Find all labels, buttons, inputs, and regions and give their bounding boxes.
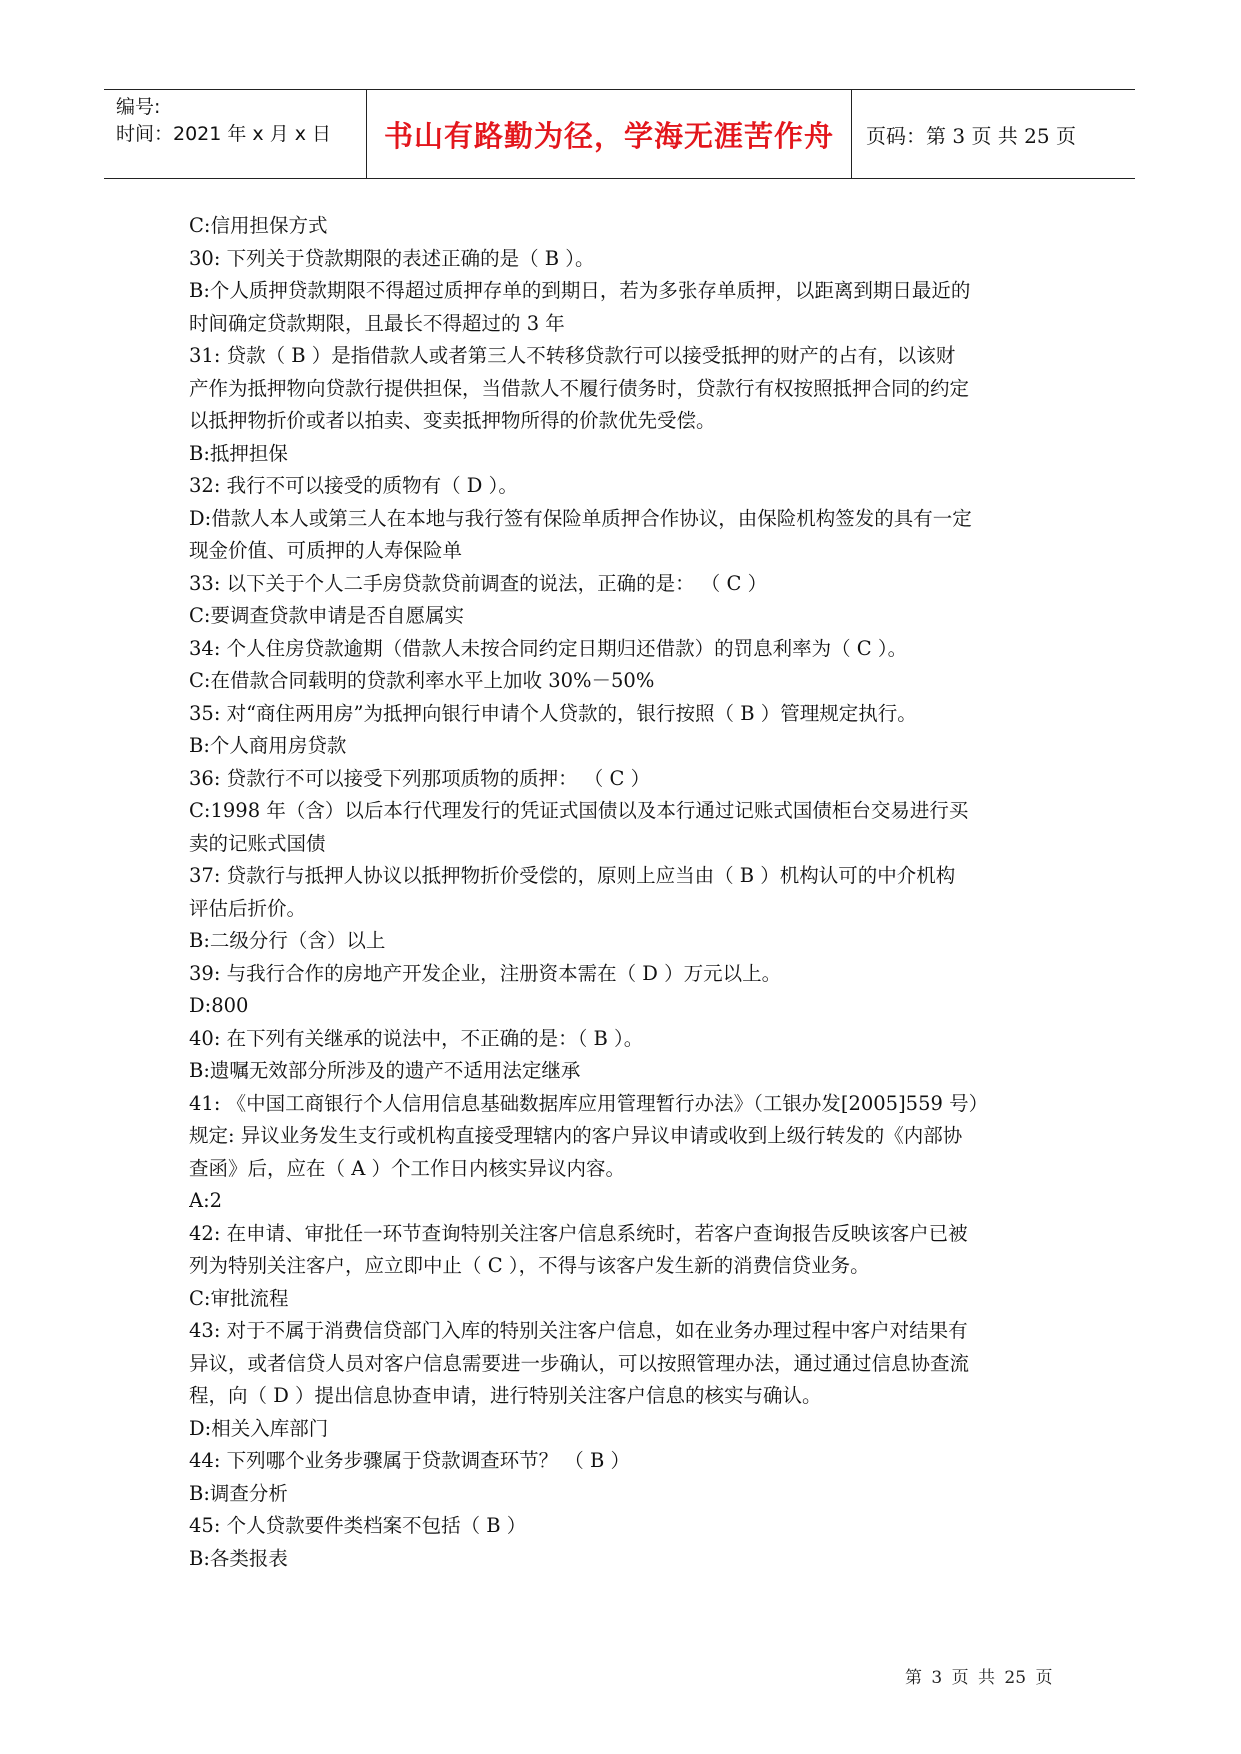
time-label: 时间：2021 年 x 月 x 日	[116, 123, 332, 145]
text-line: 33: 以下关于个人二手房贷款贷前调查的说法，正确的是： （ C ）	[189, 571, 768, 595]
text-line: 40: 在下列有关继承的说法中，不正确的是：（ B ）。	[189, 1026, 644, 1050]
page-footer: 第 3 页 共 25 页	[905, 1668, 1053, 1688]
text-line: 卖的记账式国债	[189, 831, 326, 855]
text-line: 31: 贷款（ B ）是指借款人或者第三人不转移贷款行可以接受抵押的财产的占有，以该财	[189, 344, 956, 367]
text-line: 36: 贷款行不可以接受下列那项质物的质押： （ C ）	[189, 766, 651, 790]
text-line: C:审批流程	[189, 1286, 289, 1310]
text-line: D:800	[189, 994, 249, 1017]
text-line: 现金价值、可质押的人寿保险单	[189, 539, 463, 562]
text-line: 44: 下列哪个业务步骤属于贷款调查环节？ （ B ）	[189, 1449, 631, 1472]
header-motto-cell	[367, 90, 852, 178]
text-line: 以抵押物折价或者以拍卖、变卖抵押物所得的价款优先受偿。	[189, 409, 716, 432]
text-line: C:信用担保方式	[189, 214, 328, 237]
text-line: 43: 对于不属于消费信贷部门入库的特别关注客户信息，如在业务办理过程中客户对结果有	[189, 1319, 968, 1342]
text-line: D:借款人本人或第三人在本地与我行签有保险单质押合作协议，由保险机构签发的具有一定	[189, 506, 972, 530]
text-line: 异议，或者信贷人员对客户信息需要进一步确认，可以按照管理办法，通过通过信息协查流	[189, 1351, 970, 1375]
motto-text: 书山有路勤为径，学海无涯苦作舟	[383, 118, 834, 153]
text-line: 规定: 异议业务发生支行或机构直接受理辖内的客户异议申请或收到上级行转发的《内部协	[189, 1124, 963, 1147]
text-line: B:调查分析	[189, 1481, 288, 1505]
text-line: 查函》后，应在（ A ）个工作日内核实异议内容。	[189, 1156, 625, 1180]
text-line: 评估后折价。	[189, 896, 307, 920]
number-label: 编号:	[116, 96, 161, 118]
text-line: 45: 个人贷款要件类档案不包括（ B ）	[189, 1514, 527, 1537]
text-line: 39: 与我行合作的房地产开发企业，注册资本需在（ D ）万元以上。	[189, 961, 782, 985]
text-line: 42: 在申请、审批任一环节查询特别关注客户信息系统时，若客户查询报告反映该客户已被	[189, 1221, 968, 1245]
document-body	[189, 210, 1069, 1575]
text-line: 产作为抵押物向贷款行提供担保，当借款人不履行债务时，贷款行有权按照抵押合同的约定	[189, 376, 970, 400]
text-line: A:2	[189, 1189, 223, 1212]
text-line: C:要调查贷款申请是否自愿属实	[189, 604, 464, 627]
text-line: D:相关入库部门	[189, 1416, 329, 1440]
text-line: B:个人商用房贷款	[189, 734, 347, 757]
text-line: 41: 《中国工商银行个人信用信息基础数据库应用管理暂行办法》（工银办发[2005]559 号）	[189, 1091, 989, 1115]
text-line: 时间确定贷款期限，且最长不得超过的 3 年	[189, 311, 565, 335]
header-page-cell	[852, 90, 1135, 178]
text-line: C:在借款合同载明的贷款利率水平上加收 30%－50%	[189, 669, 655, 692]
text-line: 35: 对“商住两用房”为抵押向银行申请个人贷款的，银行按照（ B ）管理规定执行。	[189, 701, 917, 725]
text-line: B:个人质押贷款期限不得超过质押存单的到期日，若为多张存单质押，以距离到期日最近的	[189, 279, 971, 302]
text-line: 32: 我行不可以接受的质物有（ D ）。	[189, 474, 518, 497]
text-line: B:遗嘱无效部分所涉及的遗产不适用法定继承	[189, 1059, 581, 1082]
text-line: 37: 贷款行与抵押人协议以抵押物折价受偿的，原则上应当由（ B ）机构认可的中介机构	[189, 864, 956, 887]
text-line: 34: 个人住房贷款逾期（借款人未按合同约定日期归还借款）的罚息利率为（ C ）。	[189, 636, 908, 660]
text-line: B:抵押担保	[189, 441, 288, 465]
page-header	[104, 89, 1135, 179]
text-line: B:二级分行（含）以上	[189, 929, 386, 952]
page-number-label: 页码：第 3 页 共 25 页	[866, 123, 1076, 148]
text-line: 列为特别关注客户，应立即中止（ C ），不得与该客户发生新的消费信贷业务。	[189, 1254, 870, 1277]
text-line: C:1998 年（含）以后本行代理发行的凭证式国债以及本行通过记账式国债柜台交易进行买	[189, 799, 969, 822]
text-line: B:各类报表	[189, 1546, 288, 1570]
text-line: 30: 下列关于贷款期限的表述正确的是（ B ）。	[189, 246, 595, 270]
text-line: 程，向（ D ）提出信息协查申请，进行特别关注客户信息的核实与确认。	[189, 1384, 822, 1407]
header-meta	[104, 90, 367, 178]
